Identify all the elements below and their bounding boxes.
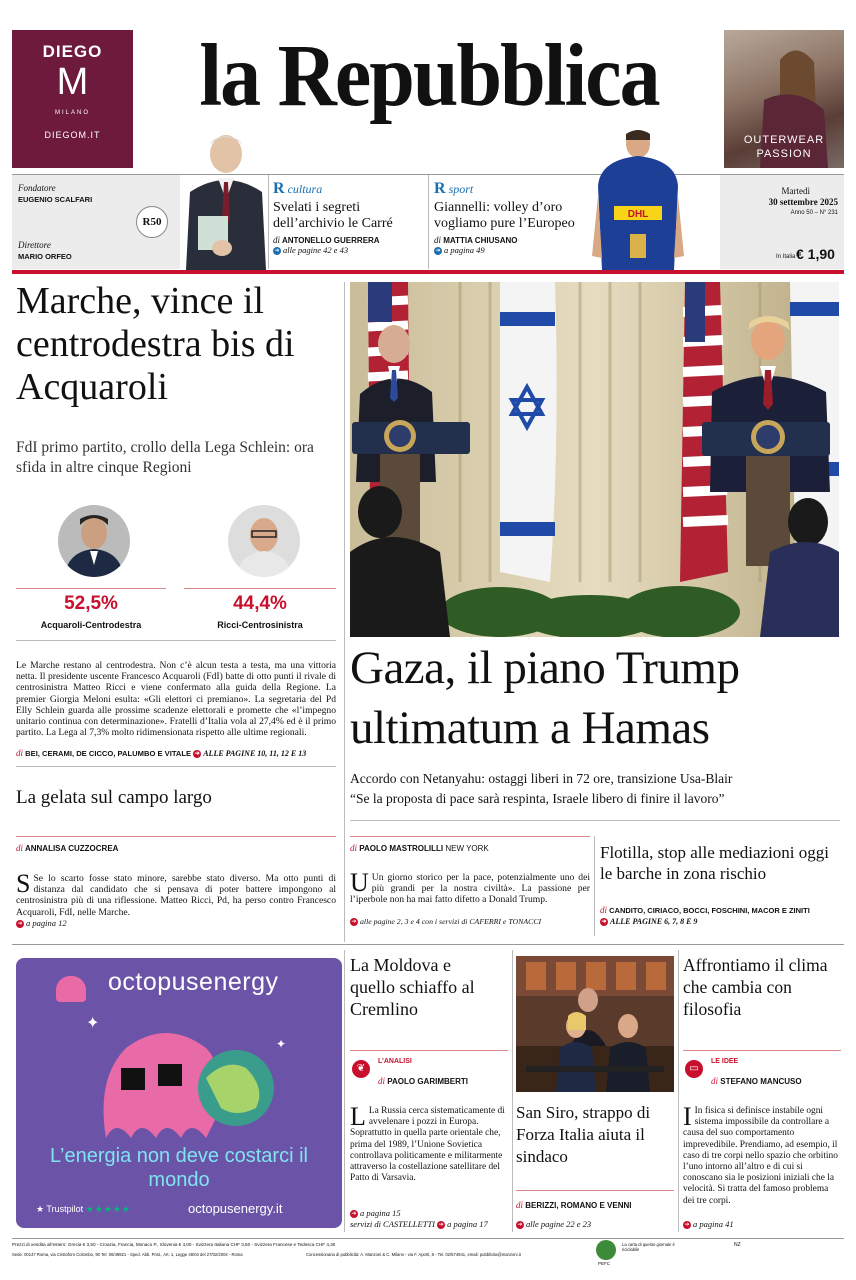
clima-label: LE IDEE (711, 1058, 739, 1065)
clima-body: I In fisica si definisce instabile ogni sistema impossibile da controllare a causa del suo comportamento imprevedibile. Prendiamo, ad esempio, il caso di tre corpi nello spazio che orbitino l’uno intorno all’altro e di cui si conoscano sia le posizioni iniziali che la velocità. Si tratta del famoso problema dei tre corpi. (683, 1102, 838, 1206)
marche-byline[interactable]: di BEI, CERAMI, DE CICCO, PALUMBO E VITALE ➔ ALLE PAGINE 10, 11, 12 E 13 (16, 748, 307, 758)
israel-flag-left-icon (500, 282, 557, 582)
divider (350, 1050, 508, 1051)
footer-recycle: La carta di questo giornale è riciclabile (622, 1242, 675, 1252)
cand2-pct: 44,4% (233, 593, 287, 614)
gaza-subhead-1: Accordo con Netanyahu: ostaggi liberi in 72 ore, transizione Usa-Blair (350, 771, 733, 786)
gaza-body: U Un giorno storico per la pace, potenzialmente uno dei più grandi per la nostra civiltà». La passione per l’iperbole non ha mai fatto difetto a Donald Trump. (350, 868, 590, 906)
divider (516, 1190, 674, 1191)
ad-octopus-slogan: L’energia non deve costarci il mondo (50, 1145, 308, 1191)
ad-diego-letter: M (56, 61, 89, 103)
gaza-byline: di PAOLO MASTROLILLI NEW YORK (350, 843, 489, 853)
gaza-headline[interactable]: Gaza, il piano Trump ultimatum a Hamas (350, 642, 740, 754)
divider (268, 175, 269, 269)
divider (678, 950, 679, 1232)
footer-ads: Concessionaria di pubblicità: A. Manzoni & C. Milano - via F. Aporti, 8 - Tel. 02/574941, email: pubblicita@manzoni.it (306, 1252, 521, 1257)
teaser-cultura-headline: Svelati i segreti dell’archivio le Carré (273, 200, 393, 231)
flotilla-headline[interactable]: Flotilla, stop alle mediazioni oggi le barche in zona rischio (600, 843, 829, 883)
divider (512, 950, 513, 1232)
sansiro-pages[interactable]: ➔ alle pagine 22 e 23 (517, 1219, 592, 1229)
marche-headline[interactable]: Marche, vince il centrodestra bis di Acquaroli (16, 280, 295, 408)
price: € 1,90 (796, 246, 835, 262)
sansiro-byline: di BERIZZI, ROMANO E VENNI (516, 1200, 632, 1210)
divider (350, 836, 590, 837)
teaser-cultura-section: R cultura (273, 180, 323, 197)
ad-octopus-logo-icon (56, 976, 86, 1002)
sansiro-headline[interactable]: San Siro, strappo di Forza Italia aiuta il sindaco (516, 1103, 651, 1166)
issue-number: Anno 50 – N° 231 (790, 210, 838, 216)
divider (12, 1238, 844, 1239)
divider (16, 766, 336, 767)
marche-body: Le Marche restano al centrodestra. Non c’è alcun testa a testa, ma una vittoria netta. Il presidente uscente Francesco Acquaroli (FdI) batte di otto punti il rivale di centrosinistra Matteo Ricci e viene confermato alla guida della Regione. La premier Giorgia Meloni esulta: «Gli elettori ci premiano». La segretaria del Pd Elly Schlein guarda alle prossime scadenze elettorali e promette che «l’impegno unitario continua con determinazione». Fratelli d’Italia vola al 27,4% ed è il primo partito. La Lega al 7,3% molto ridimensionata rispetto alle ultime regionali. (16, 660, 336, 739)
divider (16, 640, 336, 641)
teaser-sport-pages: ➔ a pagina 49 (435, 245, 485, 255)
milan-council-photo (516, 956, 674, 1092)
ad-diego-m[interactable] (12, 30, 133, 168)
divider (344, 950, 345, 1232)
masthead-title[interactable]: la Repubblica (199, 26, 659, 125)
divider (16, 588, 166, 589)
pefc-logo-icon (596, 1240, 616, 1260)
moldova-byline: di PAOLO GARIMBERTI (378, 1076, 468, 1086)
teaser-sport-headline: Giannelli: volley d’oro vogliamo pure l’Europeo (434, 200, 575, 231)
acquaroli-photo (58, 505, 130, 577)
ad-diego-city: MILANO (54, 110, 90, 116)
date-day: Martedì (781, 186, 810, 196)
divider (16, 836, 336, 837)
ad-diego-url: DIEGOM.IT (44, 130, 101, 140)
ad-octopus-trustpilot: ★ Trustpilot ★★★★★ (36, 1204, 131, 1214)
divider (350, 820, 840, 821)
footer-sede: Sede: 00147 Roma, via Cristoforo Colombo, 90 Tel. 06/49821 - Sped. Abb. Post., Art. 1, Legge 46/04 del 27/02/2004 - Roma (12, 1252, 243, 1257)
ad-octopus-brand: octopusenergy (108, 968, 279, 996)
giannelli-photo (592, 126, 684, 270)
moldova-pages[interactable]: ➔ a pagina 15 (351, 1208, 401, 1218)
director-label: Direttore (18, 240, 51, 250)
moldova-services[interactable]: servizi di CASTELLETTI ➔ a pagina 17 (350, 1219, 488, 1229)
teaser-sport-byline: di MATTIA CHIUSANO (434, 235, 518, 245)
gaza-pages[interactable]: ➔ alle pagine 2, 3 e 4 con i servizi di CAFERRI e TONACCI (351, 917, 542, 926)
footer-nz: NZ (734, 1242, 741, 1248)
footer-prices: Prezzi di vendita all’estero: Grecia € 3,50 - Croazia, Francia, Monaco P., Slovenia € 4,00 - Svizzera Italiana CHF 3,50 - Svizzera Francese e Tedesca CHF 4,30 (12, 1242, 336, 1247)
gelata-headline[interactable]: La gelata sul campo largo (16, 787, 212, 808)
price-label: In Italia (776, 254, 796, 260)
footer-pefc: PEFC (598, 1261, 611, 1266)
gaza-subhead-2: “Se la proposta di pace sarà respinta, Israele libero di finire il lavoro” (350, 791, 725, 806)
ad-outerwear[interactable] (724, 30, 844, 168)
date: 30 settembre 2025 (768, 197, 838, 207)
founder-label: Fondatore (18, 183, 56, 193)
teaser-sport[interactable] (434, 180, 594, 255)
divider (594, 836, 595, 936)
cand1-name: Acquaroli-Centrodestra (40, 620, 142, 630)
cand2-name: Ricci-Centrosinistra (217, 620, 303, 630)
teaser-cultura-pages: ➔ alle pagine 42 e 43 (274, 245, 349, 255)
jersey-sponsor: DHL (627, 209, 649, 220)
trustpilot-star-icon: ★ (36, 1204, 45, 1214)
divider (12, 944, 844, 945)
gelata-byline: di ANNALISA CUZZOCREA (16, 843, 119, 853)
ad-octopus-url: octopusenergy.it (188, 1201, 283, 1216)
director-name: MARIO ORFEO (18, 252, 72, 261)
masthead-red-rule (12, 270, 844, 274)
moldova-headline[interactable]: La Moldova e quello schiaffo al Cremlino (350, 955, 475, 1019)
flotilla-byline: di CANDITO, CIRIACO, BOCCI, FOSCHINI, MACOR E ZINITI ➔ ALLE PAGINE 6, 7, 8 E 9 (600, 905, 810, 926)
moldova-body: L La Russia cerca sistematicamente di avvelenare i pozzi in Europa. Soprattutto in quella parte orientale che, prima del 1989, l’Unione Sovietica controllava politicamente e militarmente attraverso la costellazione satellitare del Patto di Varsavia. (350, 1102, 505, 1184)
teaser-cultura[interactable] (273, 180, 425, 255)
teaser-sport-section: R sport (434, 180, 474, 197)
clima-pages[interactable]: ➔ a pagina 41 (684, 1219, 734, 1229)
anniversary-logo: R50 (136, 206, 168, 238)
ad-diego-brand: DIEGO (42, 42, 103, 61)
gaza-press-conference-photo (350, 282, 839, 637)
moldova-label: L’ANALISI (378, 1058, 412, 1065)
clima-byline: di STEFANO MANCUSO (711, 1076, 802, 1086)
ad-outerwear-line1: OUTERWEAR (743, 134, 825, 146)
gelata-body: S Se lo scarto fosse stato minore, sarebbe stato diverso. Ma otto punti di distanza dal candidato che si pensava di poter battere impongono al centrosinistra più di una riflessione. Matteo Ricci, Pd, ha perso contro Francesco Acquaroli, FdI, nelle Marche. (16, 869, 336, 918)
clima-headline[interactable]: Affrontiamo il clima che cambia con filosofia (683, 955, 828, 1019)
lecarre-photo (182, 130, 268, 270)
svg-text:✦: ✦ (86, 1013, 100, 1032)
divider (184, 588, 336, 589)
divider (683, 1050, 841, 1051)
ad-octopus-energy[interactable] (16, 958, 342, 1228)
teaser-cultura-byline: di ANTONELLO GUERRERA (273, 235, 380, 245)
marche-subhead: FdI primo partito, crollo della Lega Schlein: ora sfida in altre cinque Regioni (16, 439, 314, 476)
founder-name: EUGENIO SCALFARI (18, 195, 93, 204)
octopus-earth-illustration-icon (86, 1008, 286, 1148)
ricci-photo (228, 505, 300, 577)
cand1-pct: 52,5% (64, 593, 118, 614)
idee-icon: ▭ (685, 1060, 703, 1078)
ad-outerwear-line2: PASSION (756, 148, 812, 160)
divider (428, 175, 429, 269)
masthead (0, 0, 856, 275)
divider (344, 282, 345, 942)
svg-text:✦: ✦ (276, 1037, 286, 1051)
analisi-icon: ❦ (352, 1060, 370, 1078)
gelata-pages[interactable]: ➔ a pagina 12 (17, 918, 67, 928)
